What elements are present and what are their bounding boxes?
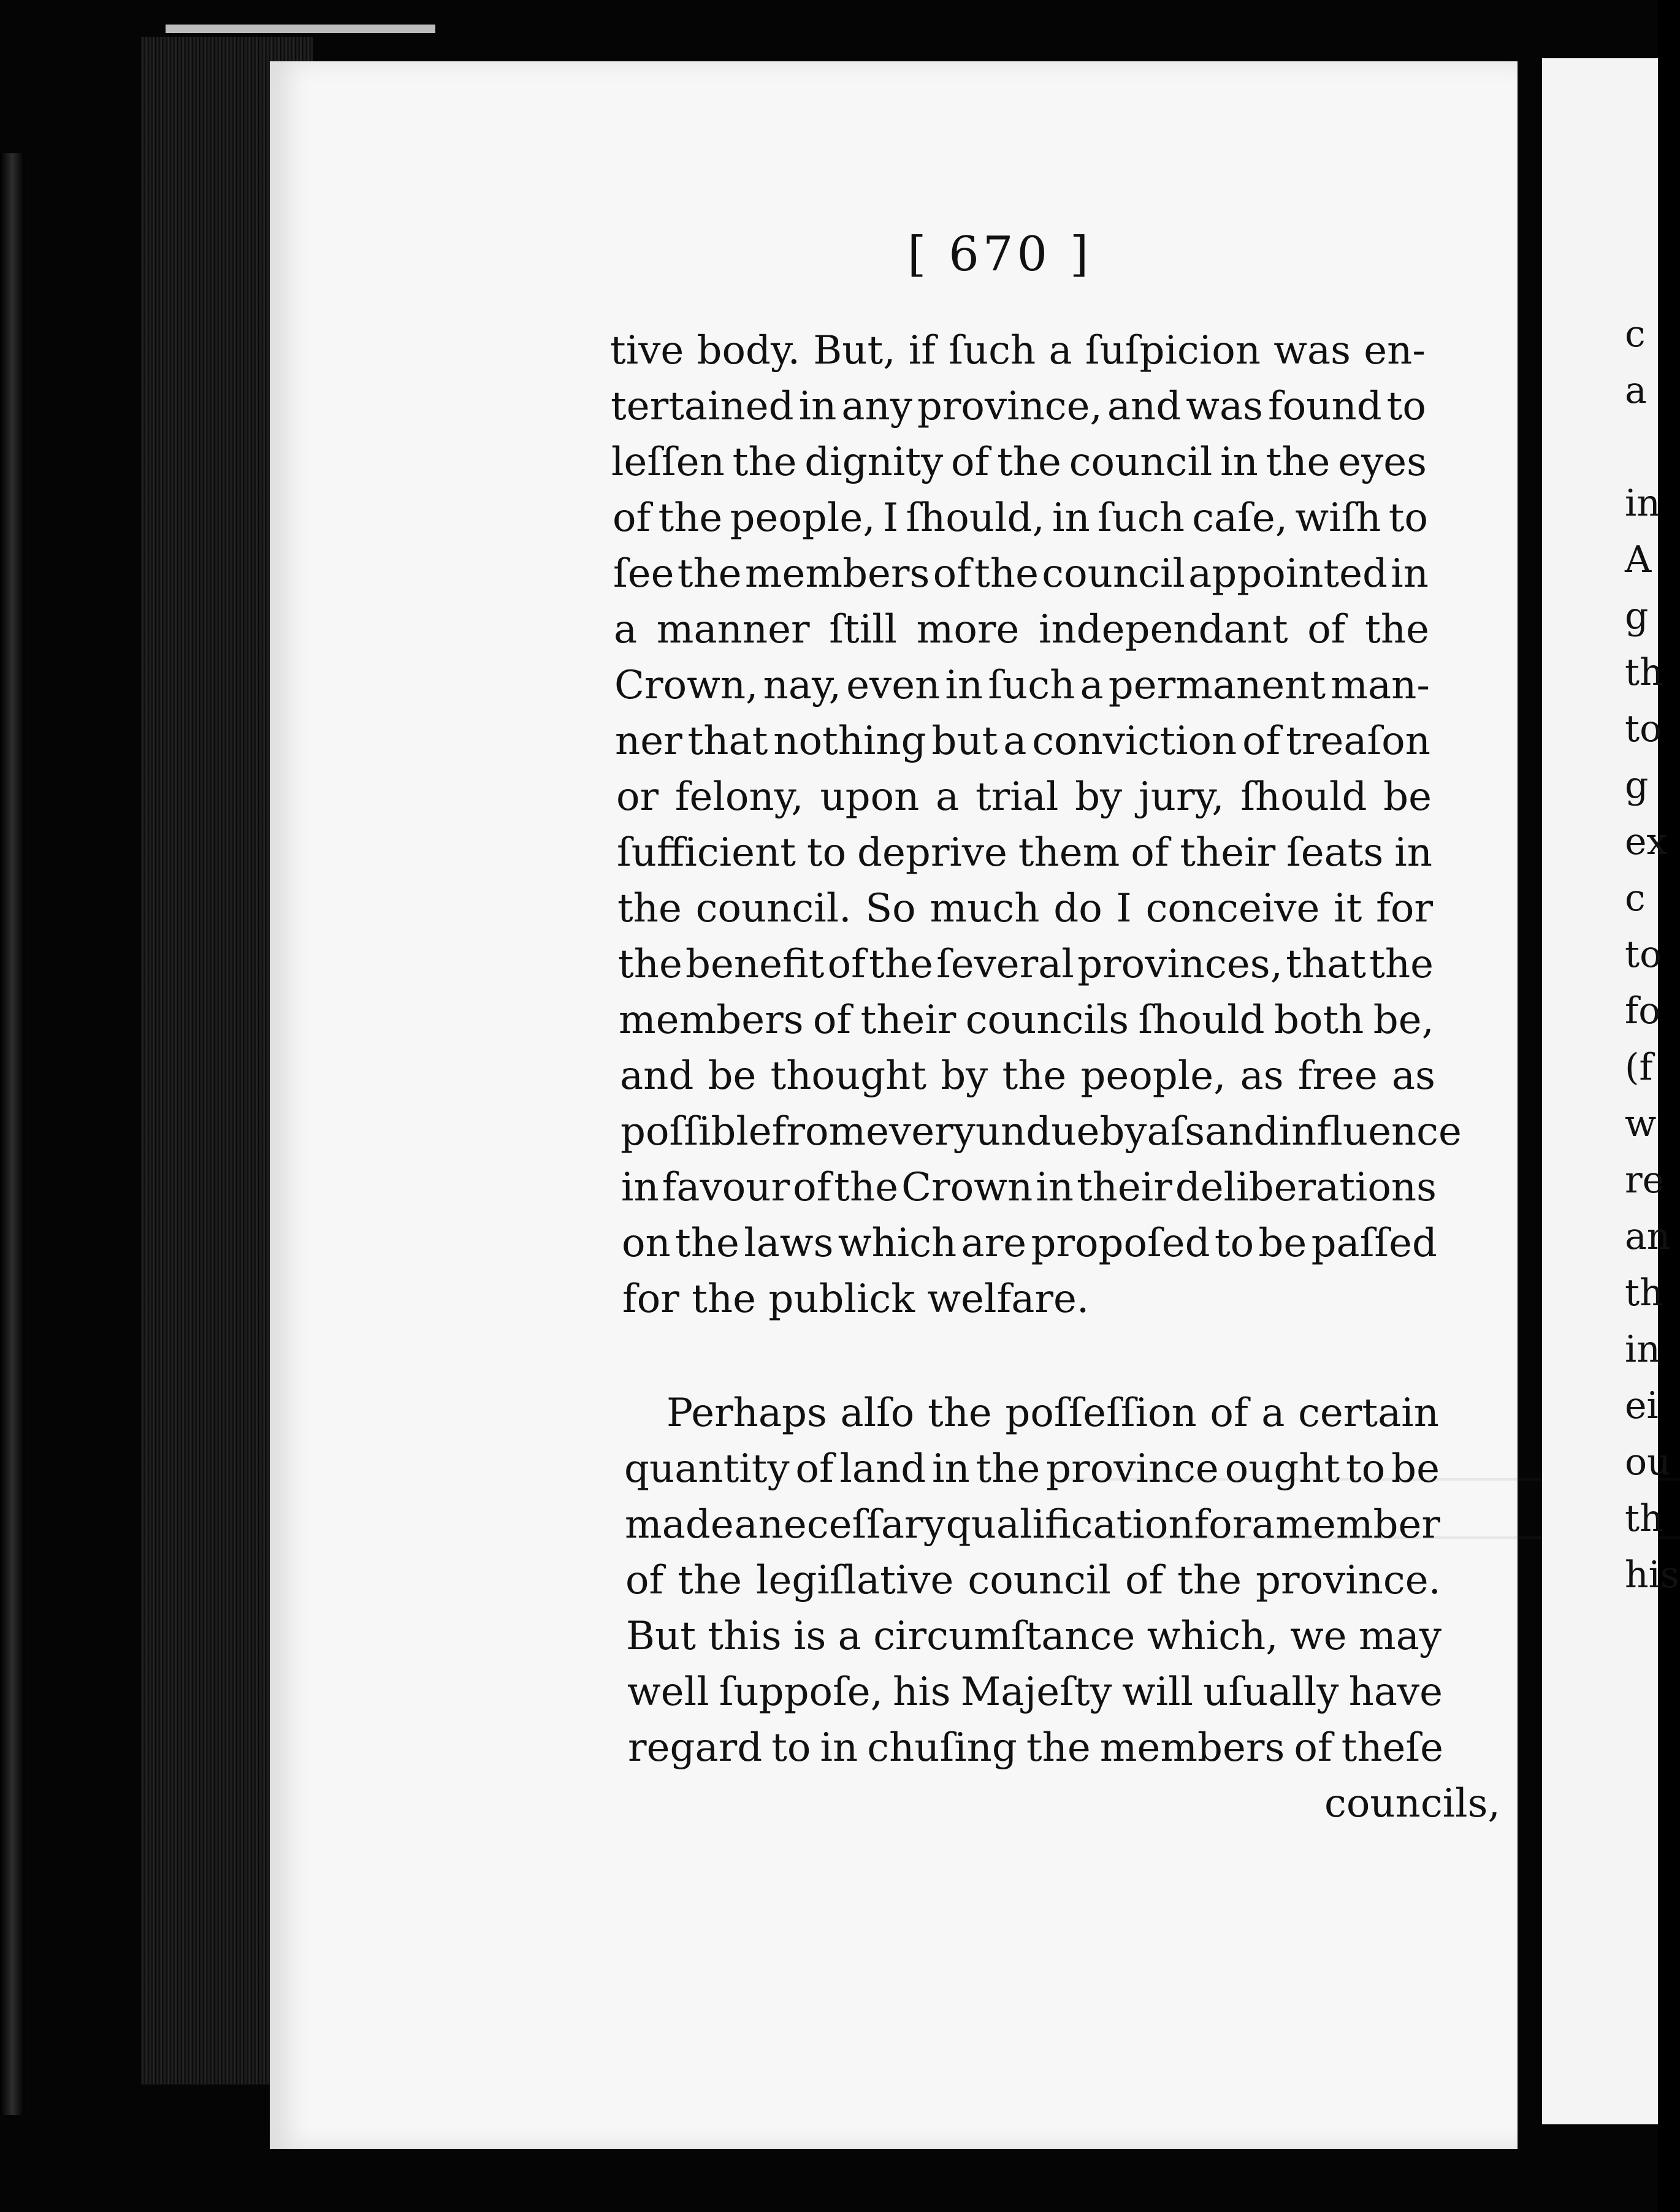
left-book-edge bbox=[0, 153, 25, 2115]
word: a bbox=[734, 1502, 758, 1547]
text-line bbox=[624, 1446, 1440, 1492]
word: the bbox=[675, 1221, 739, 1266]
word: a bbox=[838, 1614, 861, 1659]
word: the bbox=[677, 551, 742, 597]
word: which, bbox=[1147, 1614, 1278, 1659]
word: deliberations bbox=[1175, 1165, 1437, 1210]
word: permanent bbox=[1108, 663, 1326, 708]
text-line bbox=[617, 830, 1432, 875]
word: uſually bbox=[1203, 1669, 1339, 1715]
word: the bbox=[1177, 1558, 1242, 1603]
word: in bbox=[621, 1165, 659, 1210]
next-page-fragment: re bbox=[1625, 1159, 1665, 1202]
word: and bbox=[620, 1053, 694, 1099]
text-line bbox=[613, 551, 1429, 597]
word: in bbox=[1394, 830, 1432, 875]
word: of bbox=[1210, 1390, 1248, 1436]
word: ſuſpicion bbox=[1085, 328, 1261, 373]
text-line bbox=[625, 1558, 1441, 1603]
word: quantity bbox=[624, 1446, 790, 1492]
word: appointed bbox=[1188, 551, 1388, 597]
text-line bbox=[610, 328, 1426, 373]
word: ſufficient bbox=[617, 830, 796, 875]
word: ſeats bbox=[1286, 830, 1384, 875]
word: undue bbox=[975, 1109, 1100, 1154]
word: much bbox=[930, 886, 1040, 931]
word: benefit bbox=[685, 942, 825, 987]
word: a bbox=[1003, 719, 1027, 764]
word: deprive bbox=[857, 830, 1007, 875]
word: their bbox=[860, 997, 956, 1043]
word: in bbox=[1220, 440, 1258, 485]
word: of bbox=[1124, 1558, 1164, 1603]
next-page-fragment: g bbox=[1625, 595, 1649, 638]
next-page-fragment: th bbox=[1625, 1272, 1663, 1314]
word: Crown bbox=[901, 1165, 1033, 1210]
word: of bbox=[1131, 830, 1169, 875]
word: byaſs bbox=[1099, 1109, 1205, 1154]
word: the bbox=[927, 1390, 992, 1436]
word: the bbox=[678, 1558, 743, 1603]
word: council. bbox=[695, 886, 852, 931]
word: them bbox=[1018, 830, 1120, 875]
next-page-fragment: to bbox=[1625, 707, 1662, 750]
word: that bbox=[687, 719, 768, 764]
next-page-fragment: (f bbox=[1625, 1046, 1653, 1089]
word: Crown, bbox=[614, 663, 758, 708]
next-page-fragment: ei bbox=[1625, 1384, 1659, 1427]
word: the bbox=[834, 1165, 899, 1210]
word: the bbox=[997, 440, 1061, 485]
word: the bbox=[732, 440, 797, 485]
word: province, bbox=[917, 384, 1102, 429]
word: by bbox=[941, 1053, 988, 1099]
word: be bbox=[1383, 774, 1432, 820]
word: for bbox=[1194, 1502, 1251, 1547]
word: his bbox=[893, 1669, 951, 1715]
word: province. bbox=[1255, 1558, 1441, 1603]
word: trial bbox=[975, 774, 1059, 820]
word: upon bbox=[820, 774, 920, 820]
word: any bbox=[841, 384, 912, 429]
text-line: councils, bbox=[1324, 1781, 1500, 1826]
word: ſtill bbox=[829, 607, 897, 652]
word: of bbox=[625, 1558, 664, 1603]
word: well bbox=[627, 1669, 709, 1715]
next-page-fragment: ou bbox=[1625, 1441, 1671, 1484]
word: their bbox=[1180, 830, 1276, 875]
word: free bbox=[1297, 1053, 1378, 1099]
word: the bbox=[618, 942, 682, 987]
word: caſe, bbox=[1192, 495, 1288, 541]
word: nay, bbox=[763, 663, 841, 708]
text-line bbox=[613, 495, 1428, 541]
text-line bbox=[627, 1669, 1443, 1715]
word: of bbox=[827, 942, 866, 987]
text-line bbox=[611, 384, 1426, 429]
word: members bbox=[1099, 1725, 1285, 1771]
word: laws bbox=[744, 1221, 834, 1266]
word: member bbox=[1275, 1502, 1440, 1547]
word: to bbox=[1346, 1446, 1386, 1492]
word: propoſed bbox=[1031, 1221, 1210, 1266]
next-page-fragment: w bbox=[1625, 1102, 1657, 1145]
word: council bbox=[968, 1558, 1111, 1603]
next-page-fragment: fo bbox=[1625, 990, 1661, 1032]
word: thought bbox=[770, 1053, 927, 1099]
next-page-fragment: c bbox=[1625, 313, 1646, 356]
word: tive bbox=[610, 328, 684, 373]
word: members bbox=[744, 551, 930, 597]
next-page-fragment: ex bbox=[1625, 820, 1668, 863]
text-line bbox=[622, 1221, 1437, 1266]
word: ſhould bbox=[1138, 997, 1265, 1043]
text-line bbox=[619, 997, 1434, 1043]
word: which bbox=[838, 1221, 957, 1266]
word: the bbox=[1369, 942, 1434, 987]
text-line bbox=[620, 1053, 1435, 1099]
word: Perhaps bbox=[666, 1390, 827, 1436]
word: of bbox=[1307, 607, 1346, 652]
word: alſo bbox=[840, 1390, 915, 1436]
word: as bbox=[1240, 1053, 1284, 1099]
text-line bbox=[615, 719, 1430, 764]
word: a bbox=[1251, 1502, 1275, 1547]
word: nothing bbox=[773, 719, 926, 764]
word: more bbox=[916, 607, 1020, 652]
text-line bbox=[628, 1725, 1443, 1771]
word: the bbox=[658, 495, 723, 541]
word: be, bbox=[1373, 997, 1434, 1043]
word: from bbox=[771, 1109, 866, 1154]
word: be bbox=[1391, 1446, 1440, 1492]
word: was bbox=[1273, 328, 1351, 373]
word: man- bbox=[1331, 663, 1430, 708]
word: ſee bbox=[613, 551, 674, 597]
next-page-fragment: his bbox=[1625, 1554, 1679, 1596]
word: both bbox=[1273, 997, 1364, 1043]
word: chuſing bbox=[867, 1725, 1017, 1771]
page-number-header: [ 670 ] bbox=[907, 227, 1093, 282]
word: wiſh bbox=[1295, 495, 1381, 541]
word: will bbox=[1121, 1669, 1193, 1715]
word: by bbox=[1075, 774, 1123, 820]
word: in bbox=[1036, 1165, 1074, 1210]
word: in bbox=[945, 663, 983, 708]
word: people, bbox=[1080, 1053, 1226, 1099]
word: ſhould, bbox=[906, 495, 1045, 541]
word: be bbox=[1258, 1221, 1307, 1266]
word: of bbox=[933, 551, 971, 597]
word: to bbox=[806, 830, 847, 875]
word: in bbox=[798, 384, 837, 429]
word: ſuppoſe, bbox=[719, 1669, 883, 1715]
word: even bbox=[846, 663, 941, 708]
word: be bbox=[708, 1053, 757, 1099]
word: ſuch bbox=[1097, 495, 1185, 541]
word: in bbox=[820, 1725, 858, 1771]
word: to bbox=[1214, 1221, 1254, 1266]
word: of bbox=[613, 495, 651, 541]
next-page-sliver bbox=[1542, 58, 1679, 2124]
word: every bbox=[866, 1109, 976, 1154]
word: the bbox=[1026, 1725, 1091, 1771]
word: as bbox=[1391, 1053, 1435, 1099]
word: the bbox=[976, 1446, 1040, 1492]
text-line: for the publick welfare. bbox=[622, 1276, 1090, 1322]
word: a bbox=[614, 607, 638, 652]
word: if bbox=[908, 328, 936, 373]
word: for bbox=[1376, 886, 1433, 931]
word: qualification bbox=[945, 1502, 1194, 1547]
word: independant bbox=[1038, 607, 1288, 652]
text-line bbox=[621, 1165, 1437, 1210]
word: council bbox=[1069, 440, 1213, 485]
word: of bbox=[812, 997, 852, 1043]
next-page-fragment: a bbox=[1625, 369, 1647, 412]
word: conviction bbox=[1032, 719, 1237, 764]
word: regard bbox=[628, 1725, 763, 1771]
word: the bbox=[869, 942, 933, 987]
word: may bbox=[1359, 1614, 1441, 1659]
word: councils bbox=[965, 997, 1129, 1043]
word: their bbox=[1076, 1165, 1172, 1210]
word: people, bbox=[730, 495, 876, 541]
word: theſe bbox=[1341, 1725, 1443, 1771]
word: of bbox=[1294, 1725, 1332, 1771]
word: of bbox=[1242, 719, 1281, 764]
word: of bbox=[795, 1446, 834, 1492]
word: ſuch bbox=[949, 328, 1036, 373]
word: certain bbox=[1298, 1390, 1439, 1436]
word: land bbox=[839, 1446, 926, 1492]
next-page-fragment: to bbox=[1625, 933, 1662, 976]
word: have bbox=[1348, 1669, 1443, 1715]
word: dignity bbox=[804, 440, 944, 485]
word: is bbox=[793, 1614, 827, 1659]
word: I bbox=[882, 495, 899, 541]
word: and bbox=[1205, 1109, 1279, 1154]
word: poſſeſſion bbox=[1005, 1390, 1197, 1436]
word: to bbox=[771, 1725, 811, 1771]
word: conceive bbox=[1145, 886, 1320, 931]
word: it bbox=[1334, 886, 1362, 931]
word: ought bbox=[1224, 1446, 1340, 1492]
word: en- bbox=[1364, 328, 1426, 373]
text-line bbox=[614, 607, 1429, 652]
word: paſſed bbox=[1311, 1221, 1437, 1266]
word: to bbox=[1388, 495, 1428, 541]
text-line bbox=[666, 1390, 1439, 1436]
word: on bbox=[622, 1221, 671, 1266]
word: eyes bbox=[1338, 440, 1427, 485]
word: a bbox=[1080, 663, 1104, 708]
word: council bbox=[1042, 551, 1185, 597]
word: the bbox=[1266, 440, 1331, 485]
word: a bbox=[936, 774, 960, 820]
word: treaſon bbox=[1286, 719, 1430, 764]
word: or bbox=[616, 774, 659, 820]
word: do bbox=[1053, 886, 1102, 931]
text-line bbox=[616, 774, 1432, 820]
word: Majeſty bbox=[960, 1669, 1112, 1715]
text-line bbox=[614, 663, 1430, 708]
text-line bbox=[618, 942, 1434, 987]
text-line bbox=[620, 1109, 1462, 1154]
word: the bbox=[974, 551, 1039, 597]
word: felony, bbox=[674, 774, 804, 820]
word: to bbox=[1386, 384, 1426, 429]
word: members bbox=[619, 997, 804, 1043]
word: in bbox=[1052, 495, 1090, 541]
next-page-fragment: in bbox=[1625, 1328, 1660, 1371]
word: I bbox=[1116, 886, 1132, 931]
word: neceſſary bbox=[758, 1502, 945, 1547]
word: are bbox=[961, 1221, 1027, 1266]
word: legiſlative bbox=[756, 1558, 954, 1603]
word: ner bbox=[615, 719, 682, 764]
text-line bbox=[625, 1502, 1440, 1547]
word: this bbox=[708, 1614, 782, 1659]
word: jury, bbox=[1138, 774, 1224, 820]
word: But, bbox=[813, 328, 896, 373]
word: But bbox=[626, 1614, 696, 1659]
word: but bbox=[931, 719, 998, 764]
word: the bbox=[617, 886, 682, 931]
word: circumſtance bbox=[873, 1614, 1136, 1659]
next-page-fragment: th bbox=[1625, 651, 1663, 694]
next-page-fragment: th bbox=[1625, 1497, 1663, 1540]
word: favour bbox=[662, 1165, 790, 1210]
word: a bbox=[1261, 1390, 1285, 1436]
book-page bbox=[270, 61, 1518, 2149]
next-page-fragment: c bbox=[1625, 877, 1646, 920]
word: the bbox=[1365, 607, 1429, 652]
word: that bbox=[1286, 942, 1366, 987]
text-line bbox=[626, 1614, 1441, 1659]
next-page-fragment: in bbox=[1625, 482, 1660, 525]
word: we bbox=[1289, 1614, 1347, 1659]
word: of bbox=[793, 1165, 831, 1210]
word: So bbox=[865, 886, 916, 931]
word: tertained bbox=[611, 384, 794, 429]
word: influence bbox=[1278, 1109, 1462, 1154]
word: leſſen bbox=[611, 440, 725, 485]
word: made bbox=[625, 1502, 734, 1547]
word: in bbox=[1391, 551, 1429, 597]
word: province bbox=[1046, 1446, 1219, 1492]
word: ſhould bbox=[1240, 774, 1367, 820]
top-edge-strip bbox=[166, 25, 435, 33]
word: in bbox=[932, 1446, 970, 1492]
word: found bbox=[1268, 384, 1382, 429]
word: body. bbox=[697, 328, 800, 373]
next-page-fragment: an bbox=[1625, 1215, 1671, 1258]
word: was bbox=[1186, 384, 1264, 429]
word: a bbox=[1048, 328, 1072, 373]
text-line bbox=[611, 440, 1427, 485]
text-line bbox=[617, 886, 1433, 931]
word: poſſible bbox=[620, 1109, 772, 1154]
word: manner bbox=[656, 607, 810, 652]
word: of bbox=[951, 440, 990, 485]
next-page-fragment: g bbox=[1625, 764, 1649, 807]
word: the bbox=[1002, 1053, 1067, 1099]
word: ſeveral bbox=[936, 942, 1074, 987]
next-page-fragment: A bbox=[1625, 538, 1652, 581]
word: provinces, bbox=[1077, 942, 1283, 987]
word: and bbox=[1107, 384, 1182, 429]
word: ſuch bbox=[988, 663, 1075, 708]
